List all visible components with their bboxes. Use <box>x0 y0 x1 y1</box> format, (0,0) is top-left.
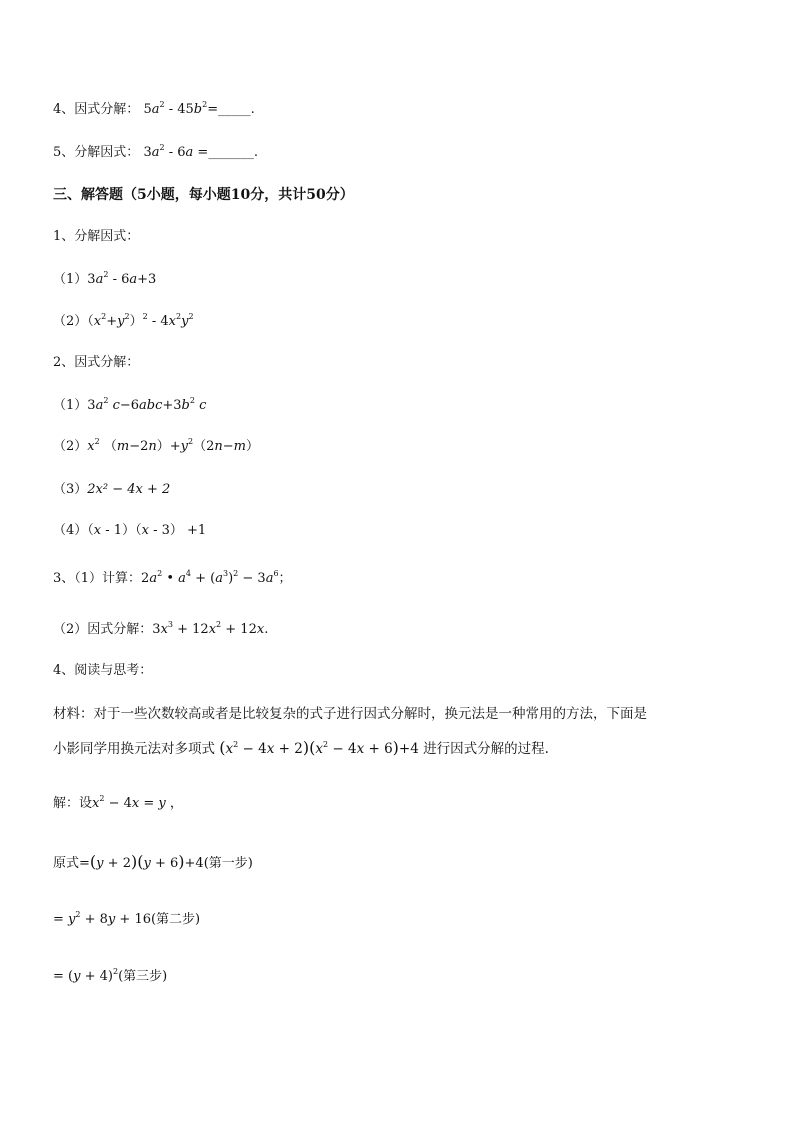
problem-3-item-2: （2）因式分解：$3x^3 + 12x^2 + 12x$. <box>53 620 269 637</box>
answer-blank: _____ <box>218 102 251 117</box>
problem-4-title: 4、阅读与思考： <box>53 663 153 678</box>
problem-1-item-2: $(2)(x^2+y^2)^2 - 4x^2y^2$ <box>53 312 194 329</box>
fill-question-5: 5、分解因式： $3a^2 - 6a$ =_______. <box>53 143 258 160</box>
solution-let-line: 解：设$x^2 - 4x = y$ ， <box>53 794 183 811</box>
fill-question-4: 4、因式分解： $5a^2$ - $45b^2=\_\_\_\_\_$. <box>53 100 255 117</box>
material-line-1: 材料：对于一些次数较高或者是比较复杂的式子进行因式分解时，换元法是一种常用的方法，下面是 <box>53 706 647 722</box>
problem-2-title: 2、因式分解： <box>53 355 140 370</box>
problem-2-item-1: $(1)3a^2$ $c-6abc+3b^2$ c <box>53 396 207 413</box>
solution-step-3: = $(y + 4)^2$(第三步) <box>53 967 168 984</box>
problem-1-title: 1、分解因式： <box>53 229 140 244</box>
material-line-2: 小影同学用换元法对多项式 $(x^2 - 4x + 2)(x^2 - 4x + 6)+4$ 进行因式分解的过程. <box>53 738 549 757</box>
problem-2-item-3: （3）2x² − 4x + 2 <box>53 482 171 497</box>
problem-1-item-1: $(1)3a^2 - 6a+3$ <box>53 270 157 287</box>
section-heading: 三、解答题（5小题，每小题10分，共计50分） <box>53 187 354 203</box>
problem-2-item-2: $(2)x^2$ $(m-2n)+y^2(2n-m)$ <box>53 437 260 454</box>
solution-step-1: 原式=(y + 2)(y + 6)+4(第一步) <box>53 852 253 871</box>
problem-2-item-4: （4）（x - 1）（x - 3） +1 <box>53 523 207 538</box>
answer-blank: _______ <box>208 145 254 160</box>
problem-3-item-1: 3、（1）计算：$2a^2$ • $a^4 + (a^3)^2 - 3a^6$； <box>53 569 292 586</box>
solution-step-2: = $y^2 + 8y + 16$(第二步) <box>53 910 201 927</box>
